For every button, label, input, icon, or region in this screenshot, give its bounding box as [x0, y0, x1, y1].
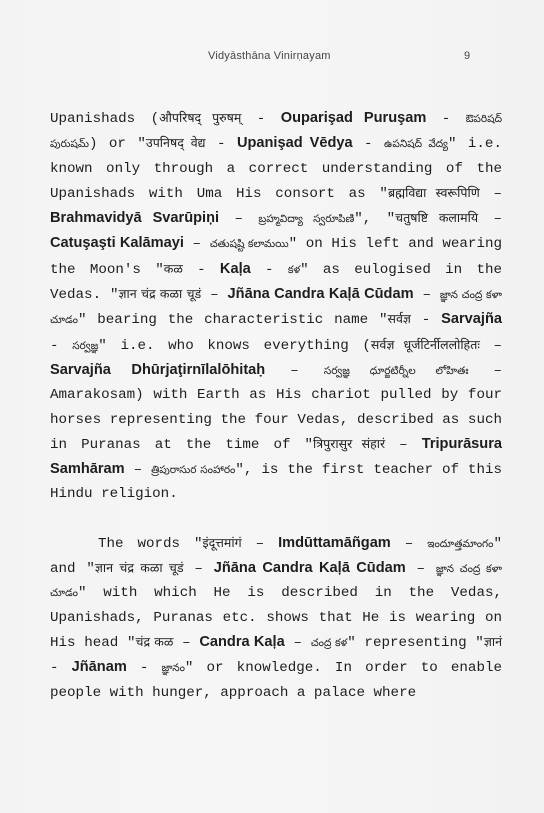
devanagari-text: चंद्र कळ [135, 633, 174, 649]
devanagari-text: सर्वज्ञ [387, 311, 411, 327]
running-title: Vidyāsthāna Vinirṇayam [208, 50, 331, 62]
telugu-text: ఔపరిషద్ పురుషమ్ [50, 113, 502, 151]
telugu-text: సర్వజ్ఞ ధూర్జటిర్నీల లోహితః [323, 364, 469, 377]
text-run: " i.e. known only through a correct understanding of the Upanishads with Uma His consort as " [50, 136, 502, 202]
text-run: – [173, 634, 200, 651]
transliteration: Ouparişad Puruşam [280, 110, 427, 126]
body-text [50, 106, 502, 705]
text-run: Upanishads ( [50, 111, 160, 127]
text-run: - [241, 111, 281, 127]
text-run: - [50, 660, 72, 677]
text-run: – [479, 185, 503, 202]
text-run: The words " [98, 535, 203, 552]
text-run: " bearing the characteristic name " [77, 312, 388, 329]
text-run: " with which He is described in the Vedas, Upanishads, Puranas etc. shows that He is wearing on His head " [50, 585, 502, 651]
text-run: – [124, 462, 152, 479]
telugu-text: జ్ఞాన చంద్ర కళా చూడం [50, 563, 502, 600]
text-run: ", is the first teacher of this Hindu religion. [50, 462, 502, 503]
text-run: " representing " [347, 634, 484, 651]
text-run: – [390, 535, 428, 552]
devanagari-text: उपनिषद् वेद्य [145, 135, 206, 151]
devanagari-text: सर्वज्ञ धूर्जटिर्नीललोहितः [370, 336, 480, 352]
text-run: – [479, 337, 503, 354]
text-run: – [183, 236, 210, 253]
transliteration: Kaļa [219, 260, 251, 277]
devanagari-text: त्रिपुरासुर संहारं [313, 435, 386, 451]
transliteration: Candra Kaļa [199, 633, 285, 650]
text-run: " on His left and wearing the Moon's " [50, 236, 502, 278]
telugu-text: బ్రహ్మవిద్యా స్వరూపిణి [258, 213, 355, 226]
text-run: – [241, 535, 279, 552]
text-run: - [426, 111, 466, 127]
text-run: – [219, 211, 259, 228]
telugu-text: ఉపనిషద్ వేద్య [383, 138, 448, 151]
telugu-text: చంద్ర కళ [310, 636, 348, 649]
text-run: - [126, 660, 162, 677]
devanagari-text: ज्ञान चंद्र कळा चूडं [118, 286, 202, 302]
transliteration: Sarvajña Dhūrjaţirnīlalōhitaḥ [50, 361, 266, 378]
text-run: " as eulogised in the Vedas. " [50, 261, 502, 304]
telugu-text: కళ [287, 263, 301, 276]
text-run: – [385, 436, 422, 453]
transliteration: Jñāna Candra Kaļā Cūdam [227, 286, 414, 303]
transliteration: Jñāna Candra Kaļā Cūdam [213, 560, 406, 577]
text-run: – [201, 287, 228, 304]
text-run: - [352, 136, 384, 153]
running-header [0, 50, 544, 68]
text-run: – [183, 561, 214, 578]
telugu-text: సర్వజ్ఞ [72, 339, 99, 352]
page-number: 9 [464, 50, 471, 62]
text-run: – [478, 211, 502, 228]
text-run: - [182, 261, 220, 278]
paragraph [50, 531, 502, 705]
transliteration: Upanişad Vēdya [236, 135, 353, 152]
transliteration: Jñānam [71, 659, 127, 676]
transliteration: Brahmavidyā Svarūpiņi [50, 210, 220, 227]
text-run: - [410, 312, 442, 329]
transliteration: Catuşaşti Kalāmayi [50, 235, 184, 252]
text-run: ", " [354, 211, 396, 228]
text-run: – [405, 561, 436, 578]
devanagari-text: कळ [163, 260, 183, 276]
text-run: " and " [50, 535, 503, 578]
telugu-text: త్రిపురాసుర సంహారం [151, 464, 236, 477]
text-run: – Amarakosam) with Earth as His chariot pulled by four horses representing the four Vedas, described as such in Puranas at the time of " [50, 362, 502, 453]
text-run: " or knowledge. In order to enable people with hunger, approach a palace where [50, 660, 502, 701]
devanagari-text: ज्ञानं [483, 633, 503, 649]
text-run: – [265, 362, 324, 379]
text-run: – [413, 287, 440, 304]
transliteration: Sarvajña [441, 311, 502, 328]
devanagari-text: इंदूत्तमांगं [202, 534, 242, 550]
text-run: – [284, 634, 311, 651]
text-run: - [250, 261, 288, 278]
devanagari-text: ज्ञान चंद्र कळा चूडं [94, 560, 184, 576]
text-run: ) or " [88, 136, 146, 153]
telugu-text: జ్ఞాన చంద్ర కళా చూడం [50, 289, 502, 327]
transliteration: Tripurāsura Samhāram [50, 435, 503, 478]
devanagari-text: औपरिषद् पुरुषम् [159, 110, 242, 125]
text-run: - [205, 136, 237, 153]
paragraph [50, 106, 502, 507]
devanagari-text: ब्रह्मविद्या स्वरूपिणि [387, 184, 480, 200]
text-run: " i.e. who knows everything ( [98, 337, 371, 354]
transliteration: Imdūttamāñgam [278, 534, 391, 551]
telugu-text: చతుషష్టి కలామయి [209, 238, 289, 251]
text-run: - [50, 337, 73, 354]
devanagari-text: चतुषष्टि कलामयि [395, 210, 479, 226]
telugu-text: ఇందూత్తమాంగం [427, 537, 494, 550]
telugu-text: జ్ఞానం [161, 662, 185, 675]
